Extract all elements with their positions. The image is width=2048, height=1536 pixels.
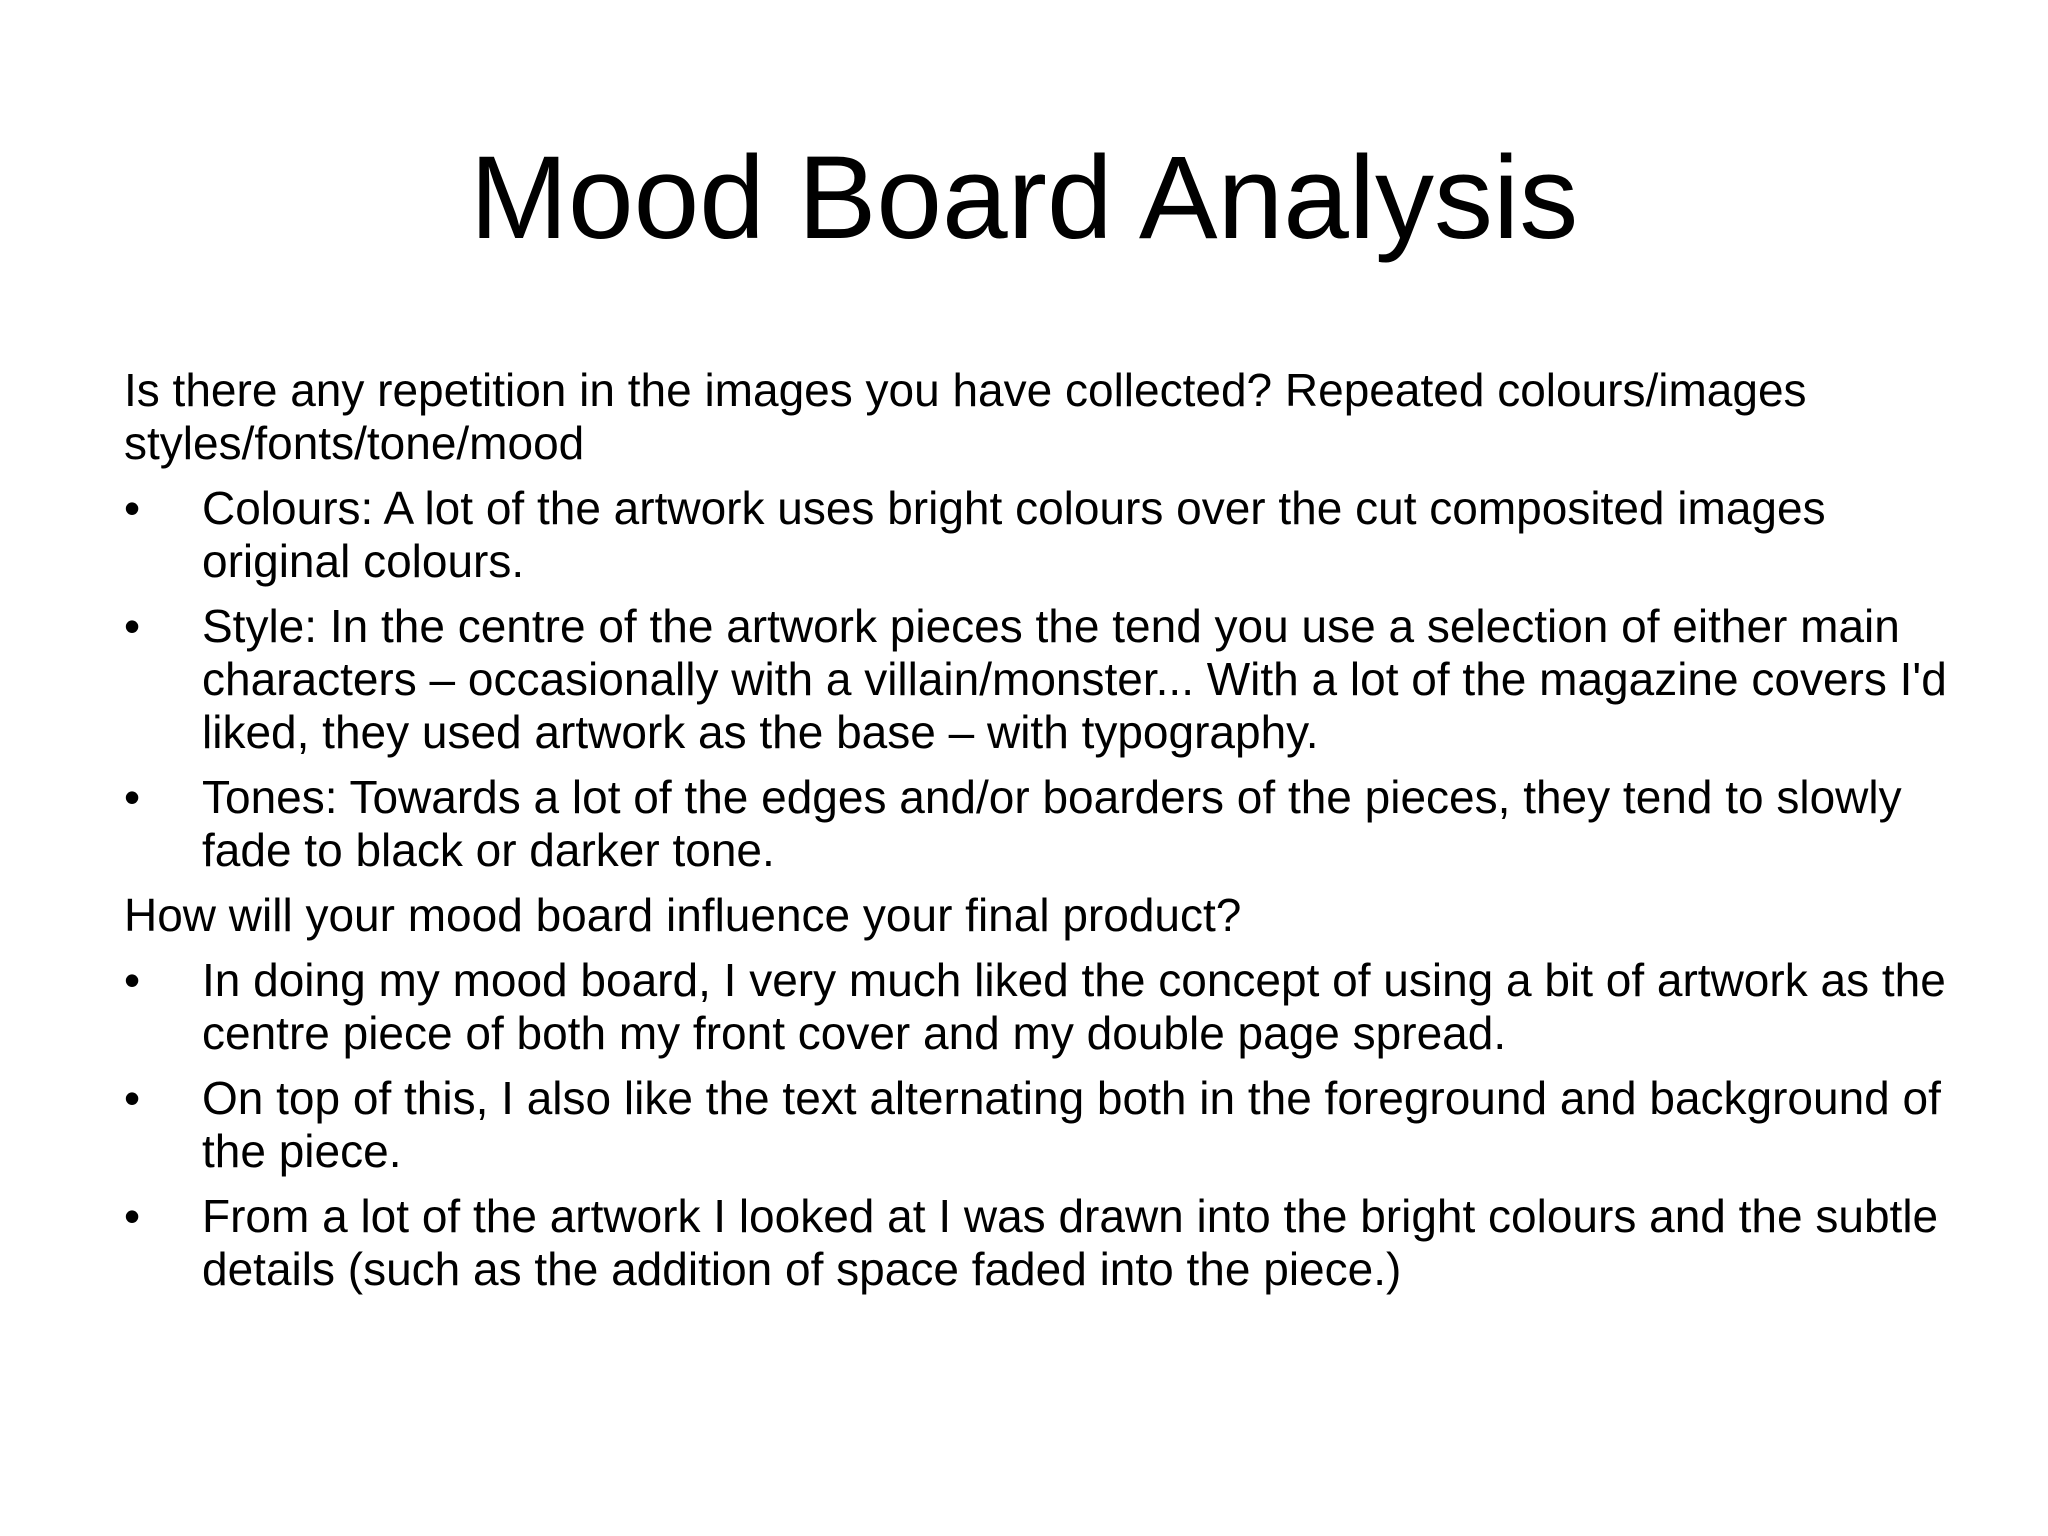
bullet-dot-icon: • [124, 954, 141, 1006]
bullet-text: Tones: Towards a lot of the edges and/or boarders of the pieces, they tend to slowly fade to black or darker tone. [202, 771, 1902, 876]
question-influence: How will your mood board influence your final product? [124, 889, 1242, 941]
bullet-dot-icon: • [124, 771, 141, 823]
question-repetition: Is there any repetition in the images you have collected? Repeated colours/images styles/fonts/tone/mood [124, 364, 1807, 469]
bullet-style [124, 600, 1954, 759]
bullet-bright-colours [124, 1190, 1954, 1296]
bullet-dot-icon: • [124, 600, 141, 652]
bullet-centre-piece [124, 954, 1954, 1060]
bullet-tones [124, 771, 1954, 877]
bullet-text: On top of this, I also like the text alternating both in the foreground and background of the piece. [202, 1072, 1941, 1177]
bullet-dot-icon: • [124, 482, 141, 534]
bullet-text-alternating [124, 1072, 1954, 1178]
slide-title: Mood Board Analysis [469, 132, 1579, 264]
bullet-text: Colours: A lot of the artwork uses bright colours over the cut composited images original colours. [202, 482, 1826, 587]
bullet-dot-icon: • [124, 1190, 141, 1242]
bullet-text: Style: In the centre of the artwork pieces the tend you use a selection of either main characters – occasionally with a villain/monster... With a lot of the magazine covers I'd liked, they used artwork as the base – with typography. [202, 600, 1947, 758]
bullet-text: In doing my mood board, I very much liked the concept of using a bit of artwork as the centre piece of both my front cover and my double page spread. [202, 954, 1946, 1059]
bullet-colours [124, 482, 1954, 588]
bullet-dot-icon: • [124, 1072, 141, 1124]
slide-body [124, 364, 1954, 1308]
bullet-text: From a lot of the artwork I looked at I was drawn into the bright colours and the subtle details (such as the addition of space faded into the piece.) [202, 1190, 1939, 1295]
